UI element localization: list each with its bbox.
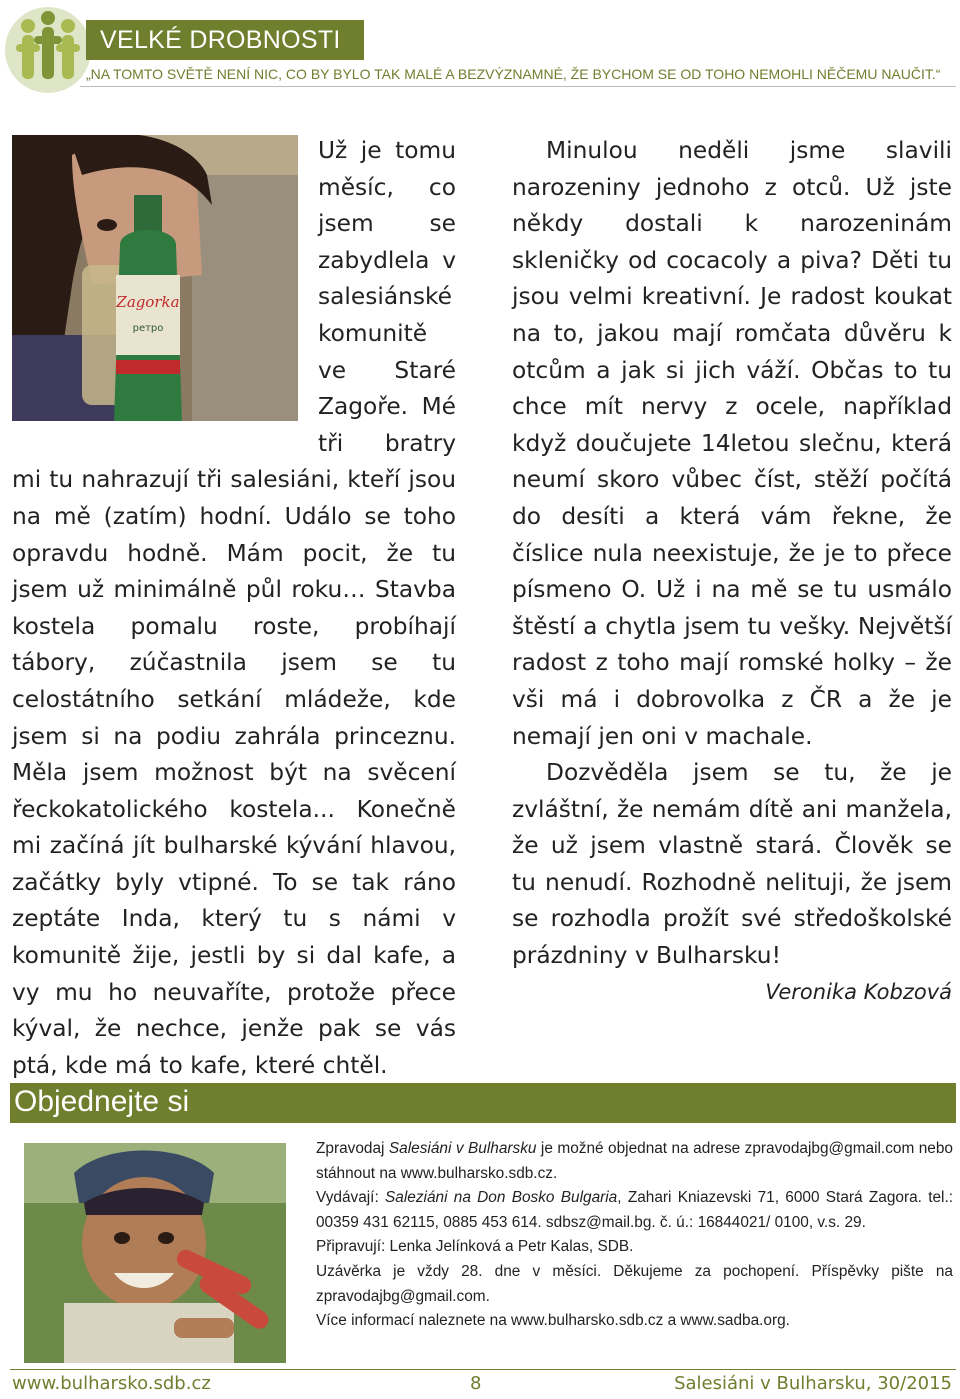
footer-divider [10, 1369, 956, 1370]
order-info-text: Zpravodaj [316, 1140, 389, 1157]
section-title: VELKÉ DROBNOSTI [100, 26, 341, 54]
footer-website: www.bulharsko.sdb.cz [12, 1373, 211, 1394]
footer-publication: Salesiáni v Bulharsku, 30/2015 [674, 1373, 952, 1394]
salesian-logo [4, 4, 92, 96]
order-info-line-2 [316, 1186, 953, 1235]
newsletter-name: Salesiáni v Bulharsku [388, 1140, 537, 1157]
order-title-bar [10, 1083, 956, 1123]
photo-float-spacer [12, 133, 318, 428]
article-right-paragraph-2: Dozvěděla jsem se tu, že je zvláštní, že nemám dítě ani manžela, že už jsem vlastně stará. Člověk se tu nenudí. Rozhodně nelituji, že jsem se rozhodla prožít své středoškolské prázdniny v Bulharsku! [512, 759, 952, 970]
article-left-column [12, 133, 456, 1084]
motto: „NA TOMTO SVĚTĚ NENÍ NIC, CO BY BYLO TAK MALÉ A BEZVÝZNAMNÉ, ŽE BYCHOM SE OD TOHO NEMOHLI NĚČEMU NAUČIT.“ [80, 62, 956, 87]
article-right-paragraph-1: Minulou neděli jsme slavili narozeniny jednoho z otců. Už jste někdy dostali k narozeninám skleničky od cocacoly a piva? Děti tu jsou velmi kreativní. Je radost koukat na to, jakou mají romčata důvěru k otcům a jak si jich váží. Občas to tu chce mít nervy z ocele, například když doučujete 14letou slečnu, která neumí skoro vůbec číst, stěží počítá do desíti a která vám řekne, že číslice nula neexistuje, že je to přece písmeno O. Už i na mě se tu usmálo štěstí a chytla jsem tu vešky. Největší radost z toho mají romské holky – že vši má i dobrovolka z ČR a že je nemají jen oni v machale. [512, 137, 952, 750]
footer-page-number: 8 [470, 1373, 482, 1394]
order-title: Objednejte si [14, 1085, 190, 1118]
publisher-name: Saleziáni na Don Bosko Bulgaria [385, 1189, 618, 1207]
author-signature: Veronika Kobzová [765, 979, 952, 1004]
section-title-bar [86, 20, 364, 60]
order-info [316, 1137, 953, 1334]
publisher-label: Vydávají: [316, 1189, 386, 1207]
article-right-column [512, 133, 952, 1009]
article-left-text: Už je tomu měsíc, co jsem se zabydlela v salesiánské komunitě ve Staré Zagoře. Mé tři bratry mi tu nahrazují tři salesiáni, kteří jsou na mě (zatím) hodní. Událo se toho opravdu hodně. Mám pocit, že tu jsem už minimálně půl roku… Stavba kostela pomalu roste, probíhají tábory, zúčastnila jsem se tu celostátního setkání mládeže, kde jsem si na podiu zahrála princeznu. Měla jsem možnost být na svěcení řeckokatolického kostela... Konečně mi začíná jít bulharské kývání hlavou, začátky byly vtipné. To se tak ráno zeptáte Inda, který tu s námi v komunitě žije, jestli by si dal kafe, a vy mu ho neuvaříte, protože přece kýval, že nechce, jenže pak se vás ptá, kde má to kafe, které chtěl. [12, 137, 456, 1079]
order-info-line-4: Uzávěrka je vždy 28. dne v měsíci. Děkujeme za pochopení. Příspěvky pište na zpravodajbg@gmail.com. [316, 1262, 953, 1305]
order-info-text: je možné objednat na adrese zpravodajbg@gmail.com nebo stáhnout na www.bulharsko.sdb.cz. [316, 1140, 953, 1182]
publisher-contact: , Zahari Kniazevski 71, 6000 Stará Zagora. tel.: 00359 431 62115, 0885 453 614. sdbsz@mail.bg. č. ú.: 16844021/ 0100, v.s. 29. [316, 1189, 954, 1231]
order-info-line-1 [316, 1137, 953, 1186]
bottle-label-text: ретро [132, 323, 164, 334]
order-info-line-5: Více informací naleznete na www.bulharsko.sdb.cz a www.sadba.org. [316, 1312, 790, 1330]
bottle-brand-text: Zagorka [116, 293, 180, 311]
photo-boy-with-sausages [24, 1143, 286, 1363]
order-info-line-3: Připravují: Lenka Jelínková a Petr Kalas, SDB. [316, 1238, 634, 1256]
